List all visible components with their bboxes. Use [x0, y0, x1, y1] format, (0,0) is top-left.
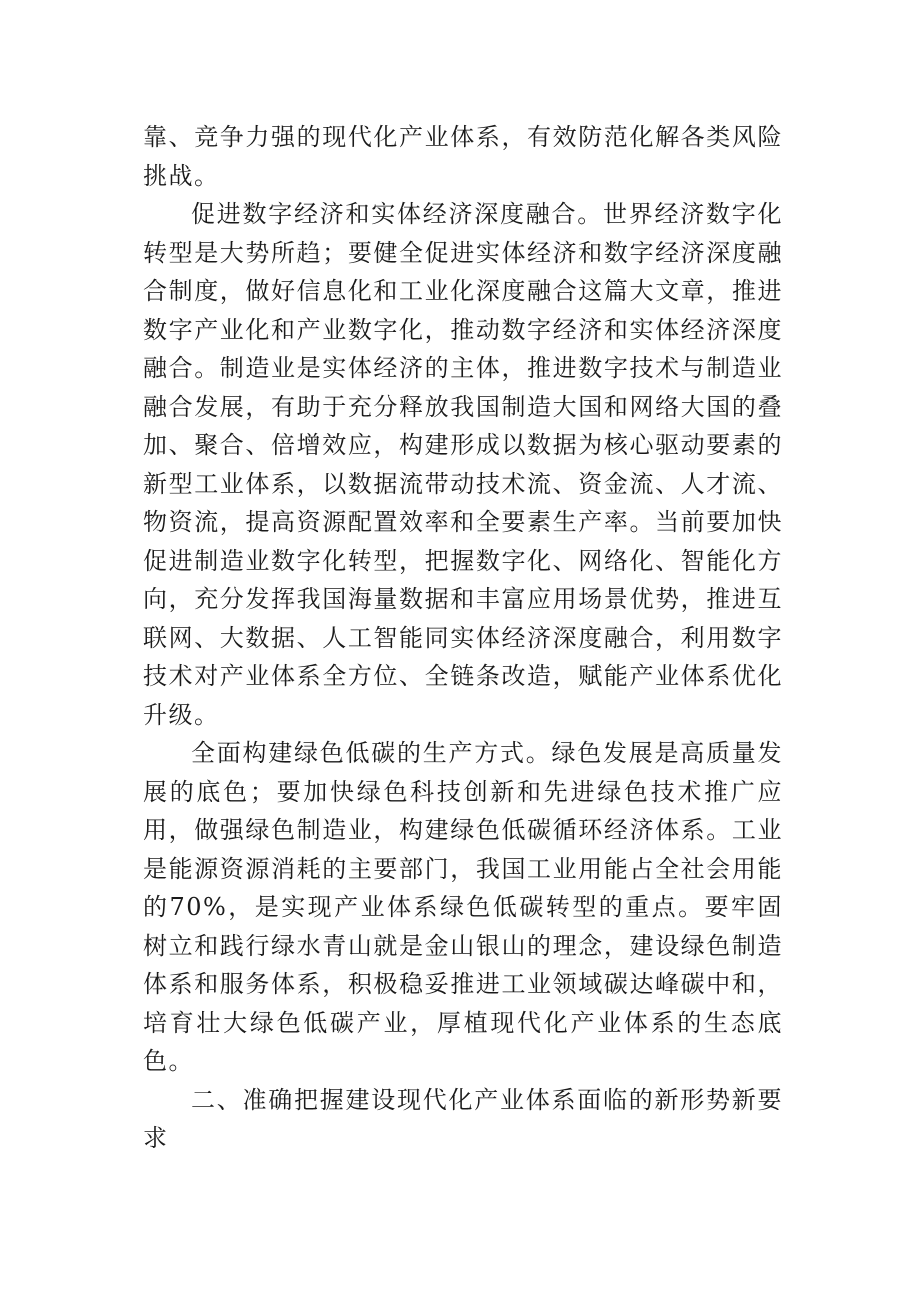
paragraph-continuation: 靠、竞争力强的现代化产业体系，有效防范化解各类风险挑战。: [143, 123, 783, 190]
section-heading: 二、准确把握建设现代化产业体系面临的新形势新要求: [143, 1085, 783, 1152]
paragraph-green-production: 全面构建绿色低碳的生产方式。绿色发展是高质量发展的底色；要加快绿色科技创新和先进绿色技术推广应用，做强绿色制造业，构建绿色低碳循环经济体系。工业是能源资源消耗的主要部门，我国工业用能占全社会用能的70%，是实现产业体系绿色低碳转型的重点。要牢固树立和践行绿水青山就是金山银山的理念，建设绿色制造体系和服务体系，积极稳妥推进工业领域碳达峰碳中和，培育壮大绿色低碳产业，厚植现代化产业体系的生态底色。: [143, 739, 783, 1075]
document-page: [143, 118, 783, 1158]
paragraph-digital-economy: 促进数字经济和实体经济深度融合。世界经济数字化转型是大势所趋；要健全促进实体经济和数字经济深度融合制度，做好信息化和工业化深度融合这篇大文章，推进数字产业化和产业数字化，推动数字经济和实体经济深度融合。制造业是实体经济的主体，推进数字技术与制造业融合发展，有助于充分释放我国制造大国和网络大国的叠加、聚合、倍增效应，构建形成以数据为核心驱动要素的新型工业体系，以数据流带动技术流、资金流、人才流、物资流，提高资源配置效率和全要素生产率。当前要加快促进制造业数字化转型，把握数字化、网络化、智能化方向，充分发挥我国海量数据和丰富应用场景优势，推进互联网、大数据、人工智能同实体经济深度融合，利用数字技术对产业体系全方位、全链条改造，赋能产业体系优化升级。: [143, 200, 783, 729]
